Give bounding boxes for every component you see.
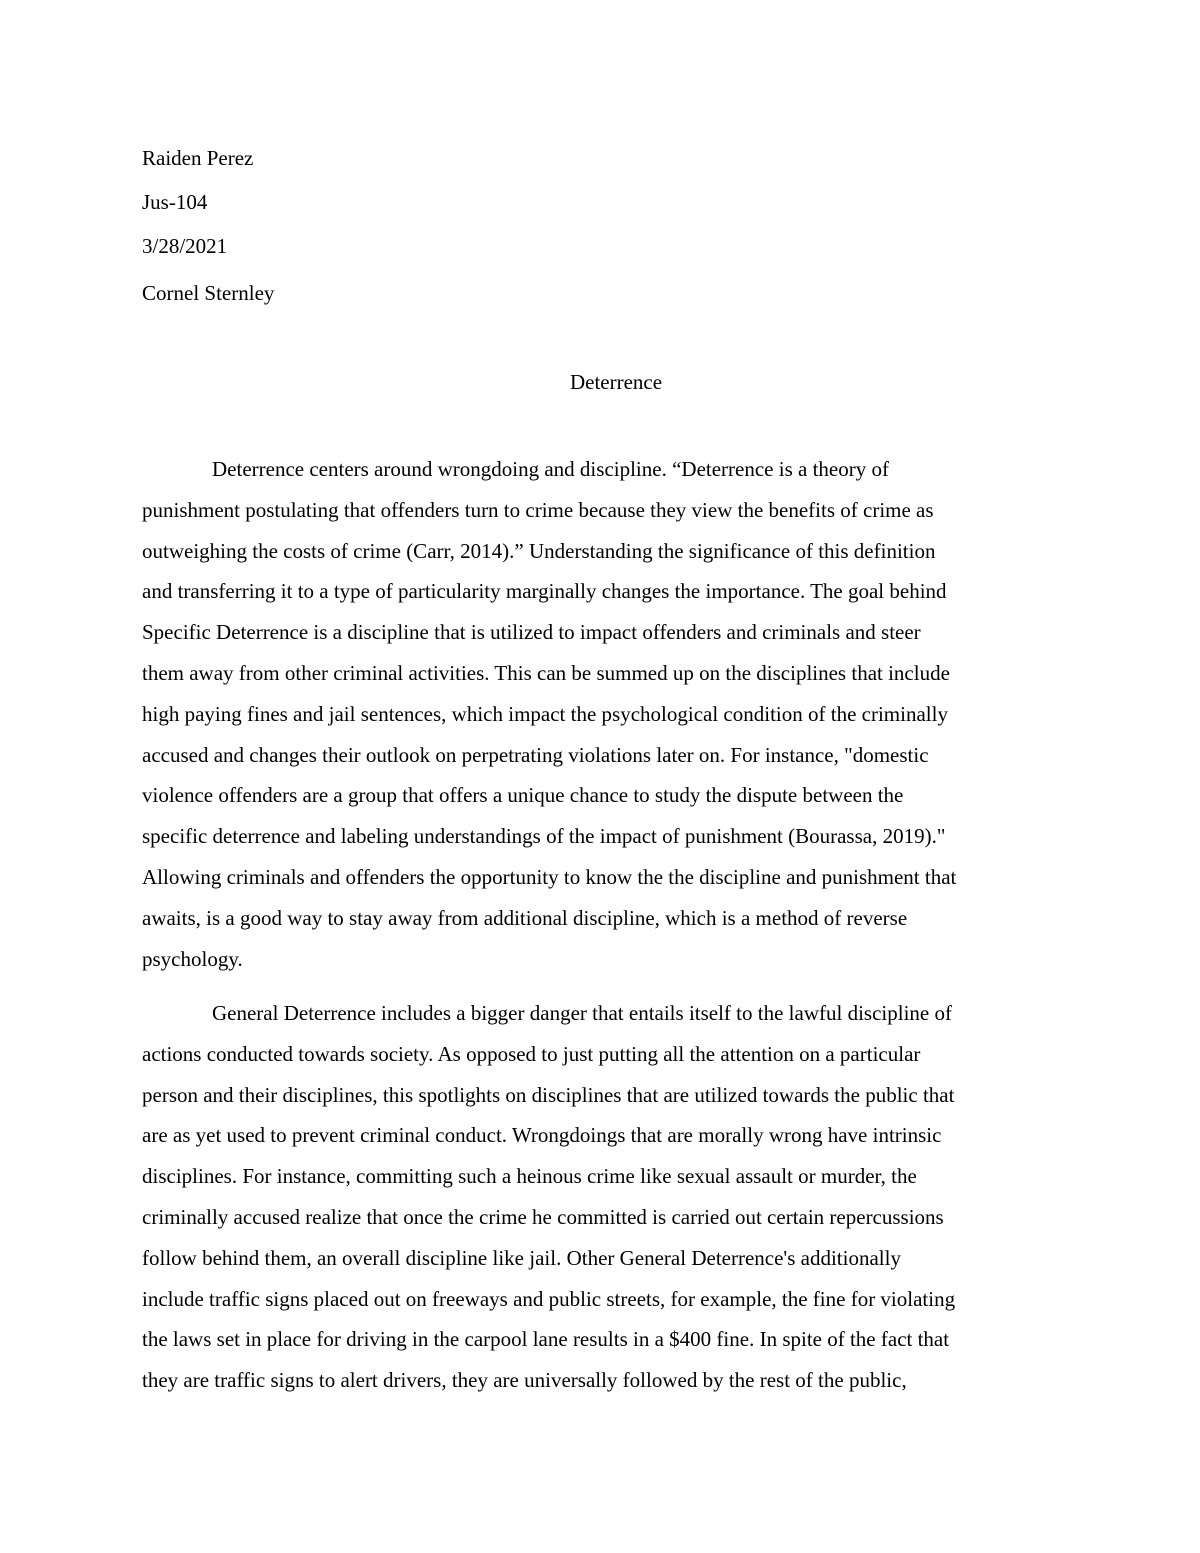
paragraph-line: Allowing criminals and offenders the opportunity to know the the discipline and punishment that xyxy=(142,864,957,889)
paragraph-line: them away from other criminal activities. This can be summed up on the disciplines that include xyxy=(142,660,950,685)
instructor-name: Cornel Sternley xyxy=(142,281,275,305)
date: 3/28/2021 xyxy=(142,234,228,258)
paragraph-line: Deterrence centers around wrongdoing and discipline. “Deterrence is a theory of xyxy=(212,457,889,481)
paragraph-line: high paying fines and jail sentences, which impact the psychological condition of the criminally xyxy=(142,701,948,726)
paragraph-line: person and their disciplines, this spotlights on disciplines that are utilized towards the public that xyxy=(142,1082,955,1107)
paragraph-line: General Deterrence includes a bigger danger that entails itself to the lawful discipline of xyxy=(212,1001,952,1025)
paragraph-line: are as yet used to prevent criminal conduct. Wrongdoings that are morally wrong have intrinsic xyxy=(142,1123,942,1148)
author-name: Raiden Perez xyxy=(142,146,254,170)
paragraph-line: outweighing the costs of crime (Carr, 2014).” Understanding the significance of this definition xyxy=(142,538,936,563)
paragraph-line: include traffic signs placed out on freeways and public streets, for example, the fine for violating xyxy=(142,1286,956,1311)
paragraph-line: punishment postulating that offenders turn to crime because they view the benefits of crime as xyxy=(142,497,934,522)
course-code: Jus-104 xyxy=(142,190,208,214)
paragraph-line: they are traffic signs to alert drivers, they are universally followed by the rest of the public, xyxy=(142,1368,907,1393)
paragraph-line: violence offenders are a group that offers a unique chance to study the dispute between the xyxy=(142,783,904,808)
paragraph-2 xyxy=(142,993,1062,1401)
paragraph-line: Specific Deterrence is a discipline that is utilized to impact offenders and criminals and steer xyxy=(142,620,921,645)
paragraph-line: actions conducted towards society. As opposed to just putting all the attention on a particular xyxy=(142,1041,921,1066)
document-title: Deterrence xyxy=(569,370,663,394)
paragraph-line: criminally accused realize that once the crime he committed is carried out certain repercussions xyxy=(142,1204,944,1229)
paragraph-line: accused and changes their outlook on perpetrating violations later on. For instance, "domestic xyxy=(142,742,929,767)
paragraph-line: disciplines. For instance, committing such a heinous crime like sexual assault or murder, the xyxy=(142,1164,917,1189)
paragraph-line: and transferring it to a type of particularity marginally changes the importance. The goal behind xyxy=(142,579,947,604)
paragraph-line: follow behind them, an overall discipline like jail. Other General Deterrence's additionally xyxy=(142,1245,901,1270)
paragraph-line: psychology. xyxy=(142,946,243,971)
paragraph-line: awaits, is a good way to stay away from additional discipline, which is a method of reverse xyxy=(142,905,908,930)
paragraph-line: specific deterrence and labeling understandings of the impact of punishment (Bourassa, 2019)." xyxy=(142,824,946,849)
paragraph-line: the laws set in place for driving in the carpool lane results in a $400 fine. In spite of the fact that xyxy=(142,1327,950,1352)
paragraph-1 xyxy=(142,449,1062,979)
